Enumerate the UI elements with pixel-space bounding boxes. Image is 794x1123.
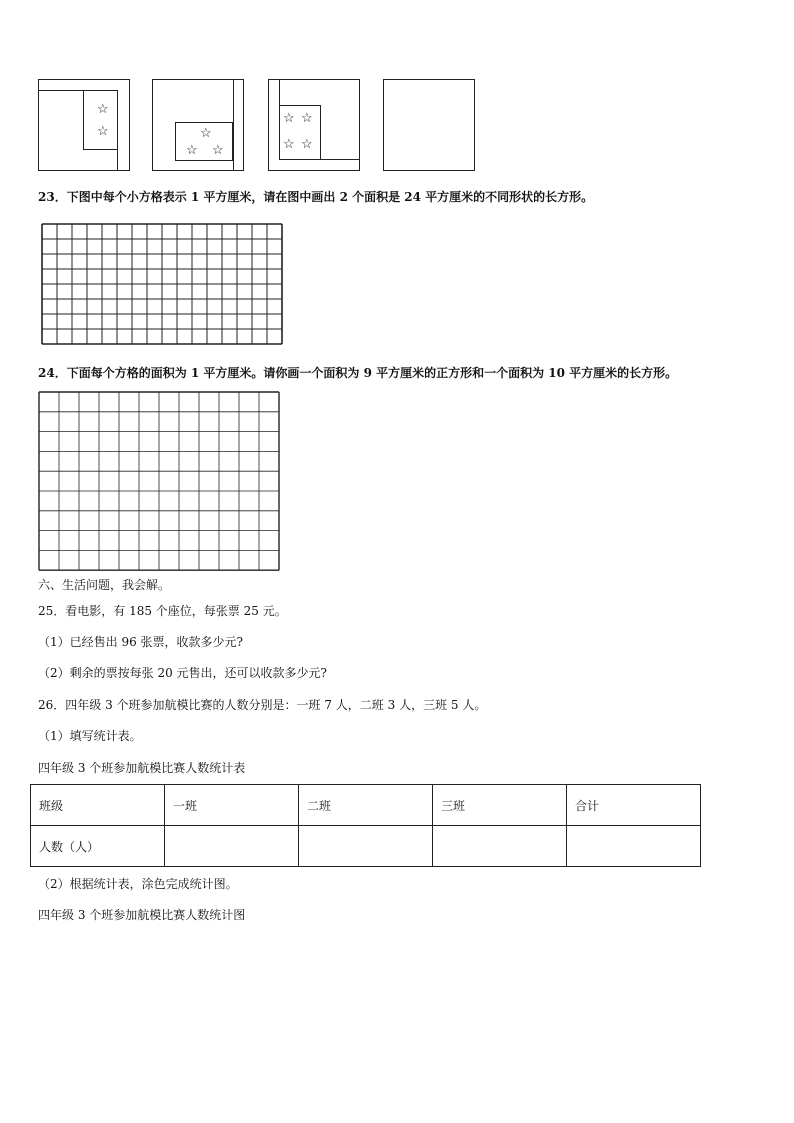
- table-header-cell: 一班: [165, 785, 299, 826]
- stat-table: [30, 784, 701, 867]
- table-header-cell: 三班: [433, 785, 567, 826]
- table-header-cell: 班级: [31, 785, 165, 826]
- table-header-cell: 二班: [299, 785, 433, 826]
- star-icon: ☆: [283, 137, 295, 152]
- table-answer-cell[interactable]: [567, 826, 701, 867]
- table-row: [31, 826, 701, 867]
- table-row: [31, 785, 701, 826]
- question-23-grid[interactable]: [41, 223, 285, 345]
- star-panel: [83, 90, 118, 150]
- star-icon: ☆: [200, 126, 212, 141]
- figure-box-1: [38, 79, 130, 171]
- table-answer-cell[interactable]: [299, 826, 433, 867]
- question-25-sub-1: （1）已经售出 96 张票，收款多少元?: [38, 635, 243, 649]
- question-25-text: 25．看电影，有 185 个座位，每张票 25 元。: [38, 604, 287, 618]
- question-26-text: 26．四年级 3 个班参加航模比赛的人数分别是：一班 7 人，二班 3 人，三班 5 人。: [38, 698, 487, 712]
- star-icon: ☆: [97, 102, 109, 117]
- table-title: 四年级 3 个班参加航模比赛人数统计表: [38, 761, 246, 775]
- question-23-text: 23．下图中每个小方格表示 1 平方厘米，请在图中画出 2 个面积是 24 平方厘米的不同形状的长方形。: [38, 190, 594, 204]
- star-icon: ☆: [97, 124, 109, 139]
- star-panel: [175, 122, 233, 161]
- table-answer-cell[interactable]: [433, 826, 567, 867]
- star-icon: ☆: [212, 143, 224, 158]
- star-icon: ☆: [186, 143, 198, 158]
- figure-box-2: [152, 79, 244, 171]
- chart-title: 四年级 3 个班参加航模比赛人数统计图: [38, 908, 246, 922]
- figure-box-4-empty: [383, 79, 475, 171]
- figure-box-3: [268, 79, 360, 171]
- section-6-title: 六、生活问题，我会解。: [38, 578, 171, 592]
- table-answer-cell[interactable]: [165, 826, 299, 867]
- question-26-sub-1: （1）填写统计表。: [38, 729, 142, 743]
- question-24-text: 24．下面每个方格的面积为 1 平方厘米。请你画一个面积为 9 平方厘米的正方形和一个面积为 10 平方厘米的长方形。: [38, 366, 678, 380]
- question-26-sub-2: （2）根据统计表，涂色完成统计图。: [38, 877, 238, 891]
- star-icon: ☆: [301, 137, 313, 152]
- star-icon: ☆: [301, 111, 313, 126]
- fold-line: [233, 79, 234, 171]
- question-24-grid[interactable]: [38, 391, 280, 572]
- star-panel: [279, 105, 321, 160]
- star-icon: ☆: [283, 111, 295, 126]
- question-25-sub-2: （2）剩余的票按每张 20 元售出，还可以收款多少元?: [38, 666, 327, 680]
- table-row-label: 人数（人）: [31, 826, 165, 867]
- table-header-cell: 合计: [567, 785, 701, 826]
